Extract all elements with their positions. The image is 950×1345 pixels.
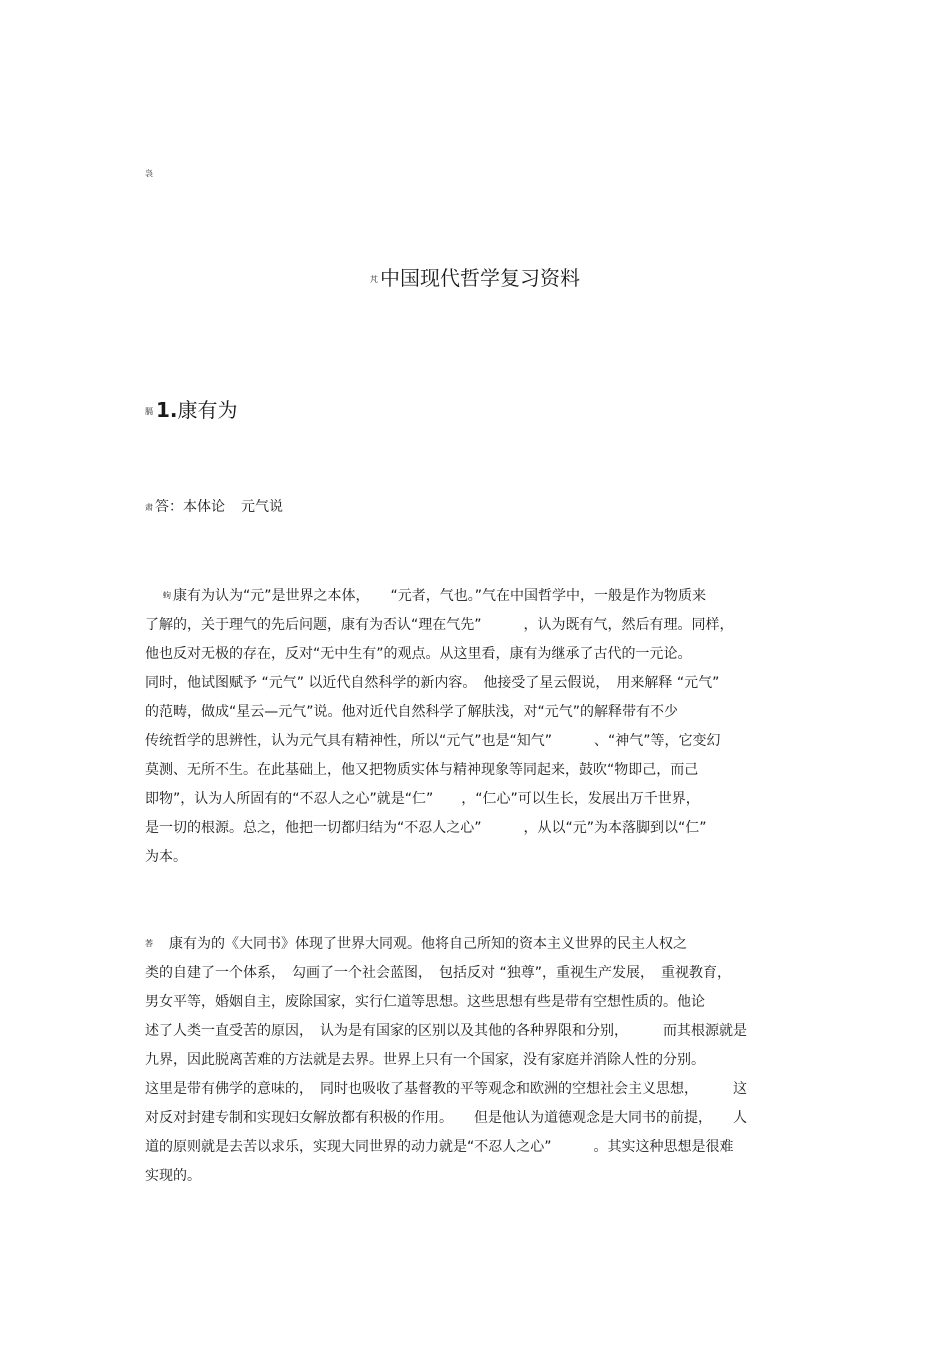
answer-label: 答： bbox=[155, 499, 183, 515]
paragraph-line: 莫测、无所不生。在此基础上，他又把物质实体与精神现象等同起来，鼓吹“物即己，而己 bbox=[145, 762, 699, 778]
document-title bbox=[0, 262, 950, 291]
scan-mark: 蚼 bbox=[163, 591, 171, 600]
line-text: 康有为的《大同书》体现了世界大同观。他将自己所知的资本主义世界的民主人权之 bbox=[155, 936, 687, 952]
paragraph-line: 他也反对无极的存在，反对“无中生有”的观点。从这里看，康有为继承了古代的一元论。 bbox=[145, 646, 692, 662]
paragraph-line: 为本。 bbox=[145, 849, 187, 865]
paragraph-line: 述了人类一直受苦的原因， 认为是有国家的区别以及其他的各种界限和分别， 而其根源就是 bbox=[145, 1023, 747, 1039]
paragraph-line: 九界，因此脱离苦难的方法就是去界。世界上只有一个国家，没有家庭并消除人性的分别。 bbox=[145, 1052, 705, 1068]
scan-mark: 莕 bbox=[145, 939, 153, 948]
paragraph-line: 是一切的根源。总之，他把一切都归结为“不忍人之心” ，从以“元”为本落脚到以“仁” bbox=[145, 820, 707, 836]
section-number: 1. bbox=[156, 398, 178, 422]
paragraph-line: 传统哲学的思辨性，认为元气具有精神性，所以“元气”也是“知气” 、“神气”等，它变幻 bbox=[145, 733, 721, 749]
answer-item: 本体论 bbox=[183, 499, 225, 515]
answer-line bbox=[145, 496, 283, 516]
paragraph-line: 对反对封建专制和实现妇女解放都有积极的作用。 但是他认为道德观念是大同书的前提， 人 bbox=[145, 1110, 747, 1126]
paragraph-line: 的范畴，做成“星云—元气”说。他对近代自然科学了解肤浅，对“元气”的解释带有不少 bbox=[145, 704, 679, 720]
scan-mark: 芃 bbox=[370, 275, 378, 284]
title-text: 中国现代哲学复习资料 bbox=[380, 266, 580, 290]
line-text: 康有为认为“元”是世界之本体， “元者，气也。”气在中国哲学中，一般是作为物质来 bbox=[173, 588, 707, 604]
paragraph-line: 即物”，认为人所固有的“不忍人之心”就是“仁” ，“仁心”可以生长，发展出万千世界， bbox=[145, 791, 700, 807]
section-heading bbox=[145, 394, 238, 423]
paragraph-line: 道的原则就是去苦以求乐，实现大同世界的动力就是“不忍人之心” 。其实这种思想是很难 bbox=[145, 1139, 734, 1155]
scan-mark: 袅 bbox=[145, 169, 153, 178]
paragraph-line bbox=[163, 586, 706, 606]
paragraph-line: 男女平等，婚姻自主，废除国家，实行仁道等思想。这些思想有些是带有空想性质的。他论 bbox=[145, 994, 705, 1010]
scan-mark: 膈 bbox=[145, 407, 153, 416]
paragraph-line: 实现的。 bbox=[145, 1168, 201, 1184]
section-name: 康有为 bbox=[177, 398, 238, 422]
paragraph-line: 这里是带有佛学的意味的， 同时也吸收了基督教的平等观念和欧洲的空想社会主义思想， 这 bbox=[145, 1081, 747, 1097]
paragraph-line: 类的自建了一个体系， 勾画了一个社会蓝图， 包括反对 “独尊”，重视生产发展， 重视教育， bbox=[145, 965, 731, 981]
paragraph-line bbox=[145, 934, 687, 954]
scan-mark: 肃 bbox=[145, 502, 153, 512]
paragraph-line: 同时，他试图赋予 “元气” 以近代自然科学的新内容。 他接受了星云假说， 用来解释 “元气” bbox=[145, 675, 720, 691]
answer-item: 元气说 bbox=[241, 499, 283, 515]
paragraph-line: 了解的，关于理气的先后问题，康有为否认“理在气先” ，认为既有气，然后有理。同样， bbox=[145, 617, 734, 633]
